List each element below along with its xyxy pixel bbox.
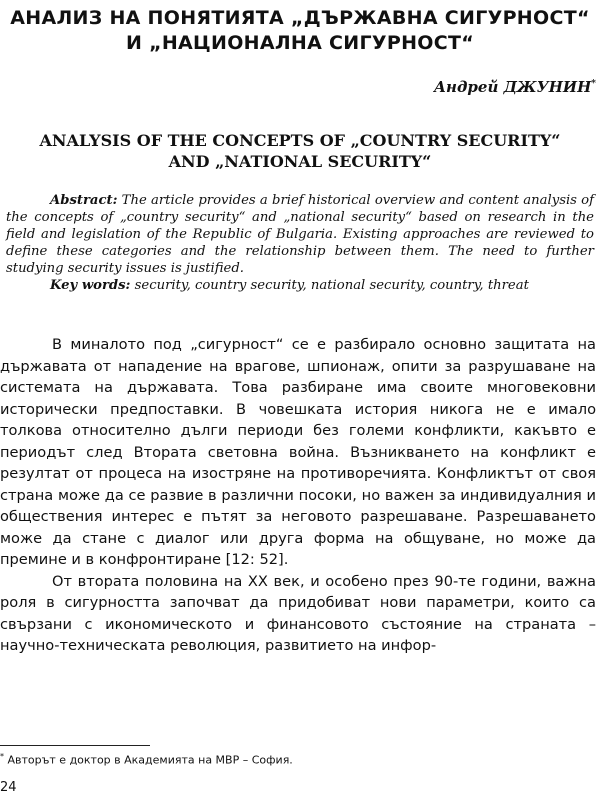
abstract-text: The article provides a brief historical overview and content analysis of the concepts of „country security“ and „national security“ based on research in the field and legislation of the Republic of Bulgaria. Existing approaches are reviewed to define these categories and the relationship between them. The need to further studying security issues is justified. <box>6 193 594 276</box>
english-title-line-1: ANALYSIS OF THE CONCEPTS OF „COUNTRY SECURITY“ <box>39 131 561 150</box>
keywords-paragraph <box>6 277 594 294</box>
bulgarian-title-line-2: И „НАЦИОНАЛНА СИГУРНОСТ“ <box>125 32 475 54</box>
keywords-text: security, country security, national security, country, threat <box>130 278 529 293</box>
footnote-mark: * <box>0 752 4 761</box>
bulgarian-title <box>0 6 600 56</box>
footnote-text: Авторът е доктор в Академията на МВР – София. <box>4 753 293 767</box>
english-title <box>0 130 600 172</box>
page-number: 24 <box>0 780 17 795</box>
author-footnote-mark: * <box>591 79 596 89</box>
english-title-line-2: AND „NATIONAL SECURITY“ <box>168 152 432 171</box>
body-paragraph-1: В миналото под „сигурност“ се е разбирало основно защитата на държавата от нападение на врагове, шпионаж, опити за разрушаване на системата на държавата. Това разбиране има своите многовековни исторически предпоставки. В човешката история никога не е имало толкова относително дълги периоди без големи конфликти, какъвто е периодът след Втората световна война. Възникването на конфликт е резултат от процеса на изостряне на противоречията. Конфликтът от своя страна може да се развие в различни посоки, но важен за индивидуалния и обществения интерес е пътят за неговото разрешаване. Разрешаването може да стане с диалог или друга форма на общуване, но може да премине и в конфронтиране [12: 52]. <box>0 336 596 568</box>
keywords-label: Key words: <box>50 278 131 293</box>
footnote-divider <box>0 745 150 746</box>
abstract-label: Abstract: <box>50 193 118 208</box>
footnote <box>0 752 293 767</box>
abstract-paragraph <box>6 192 594 277</box>
bulgarian-title-line-1: АНАЛИЗ НА ПОНЯТИЯТА „ДЪРЖАВНА СИГУРНОСТ“ <box>10 7 590 29</box>
body-paragraph-2: От втората половина на ХХ век, и особено през 90-те години, важна роля в сигурността започват да придобиват нови параметри, които са свързани с икономическото и финансовото състояние на страната – научно-техническата революция, развитието на инфор- <box>0 572 596 654</box>
author-name-text: Андрей ДЖУНИН <box>433 78 592 96</box>
author-name <box>0 78 596 96</box>
